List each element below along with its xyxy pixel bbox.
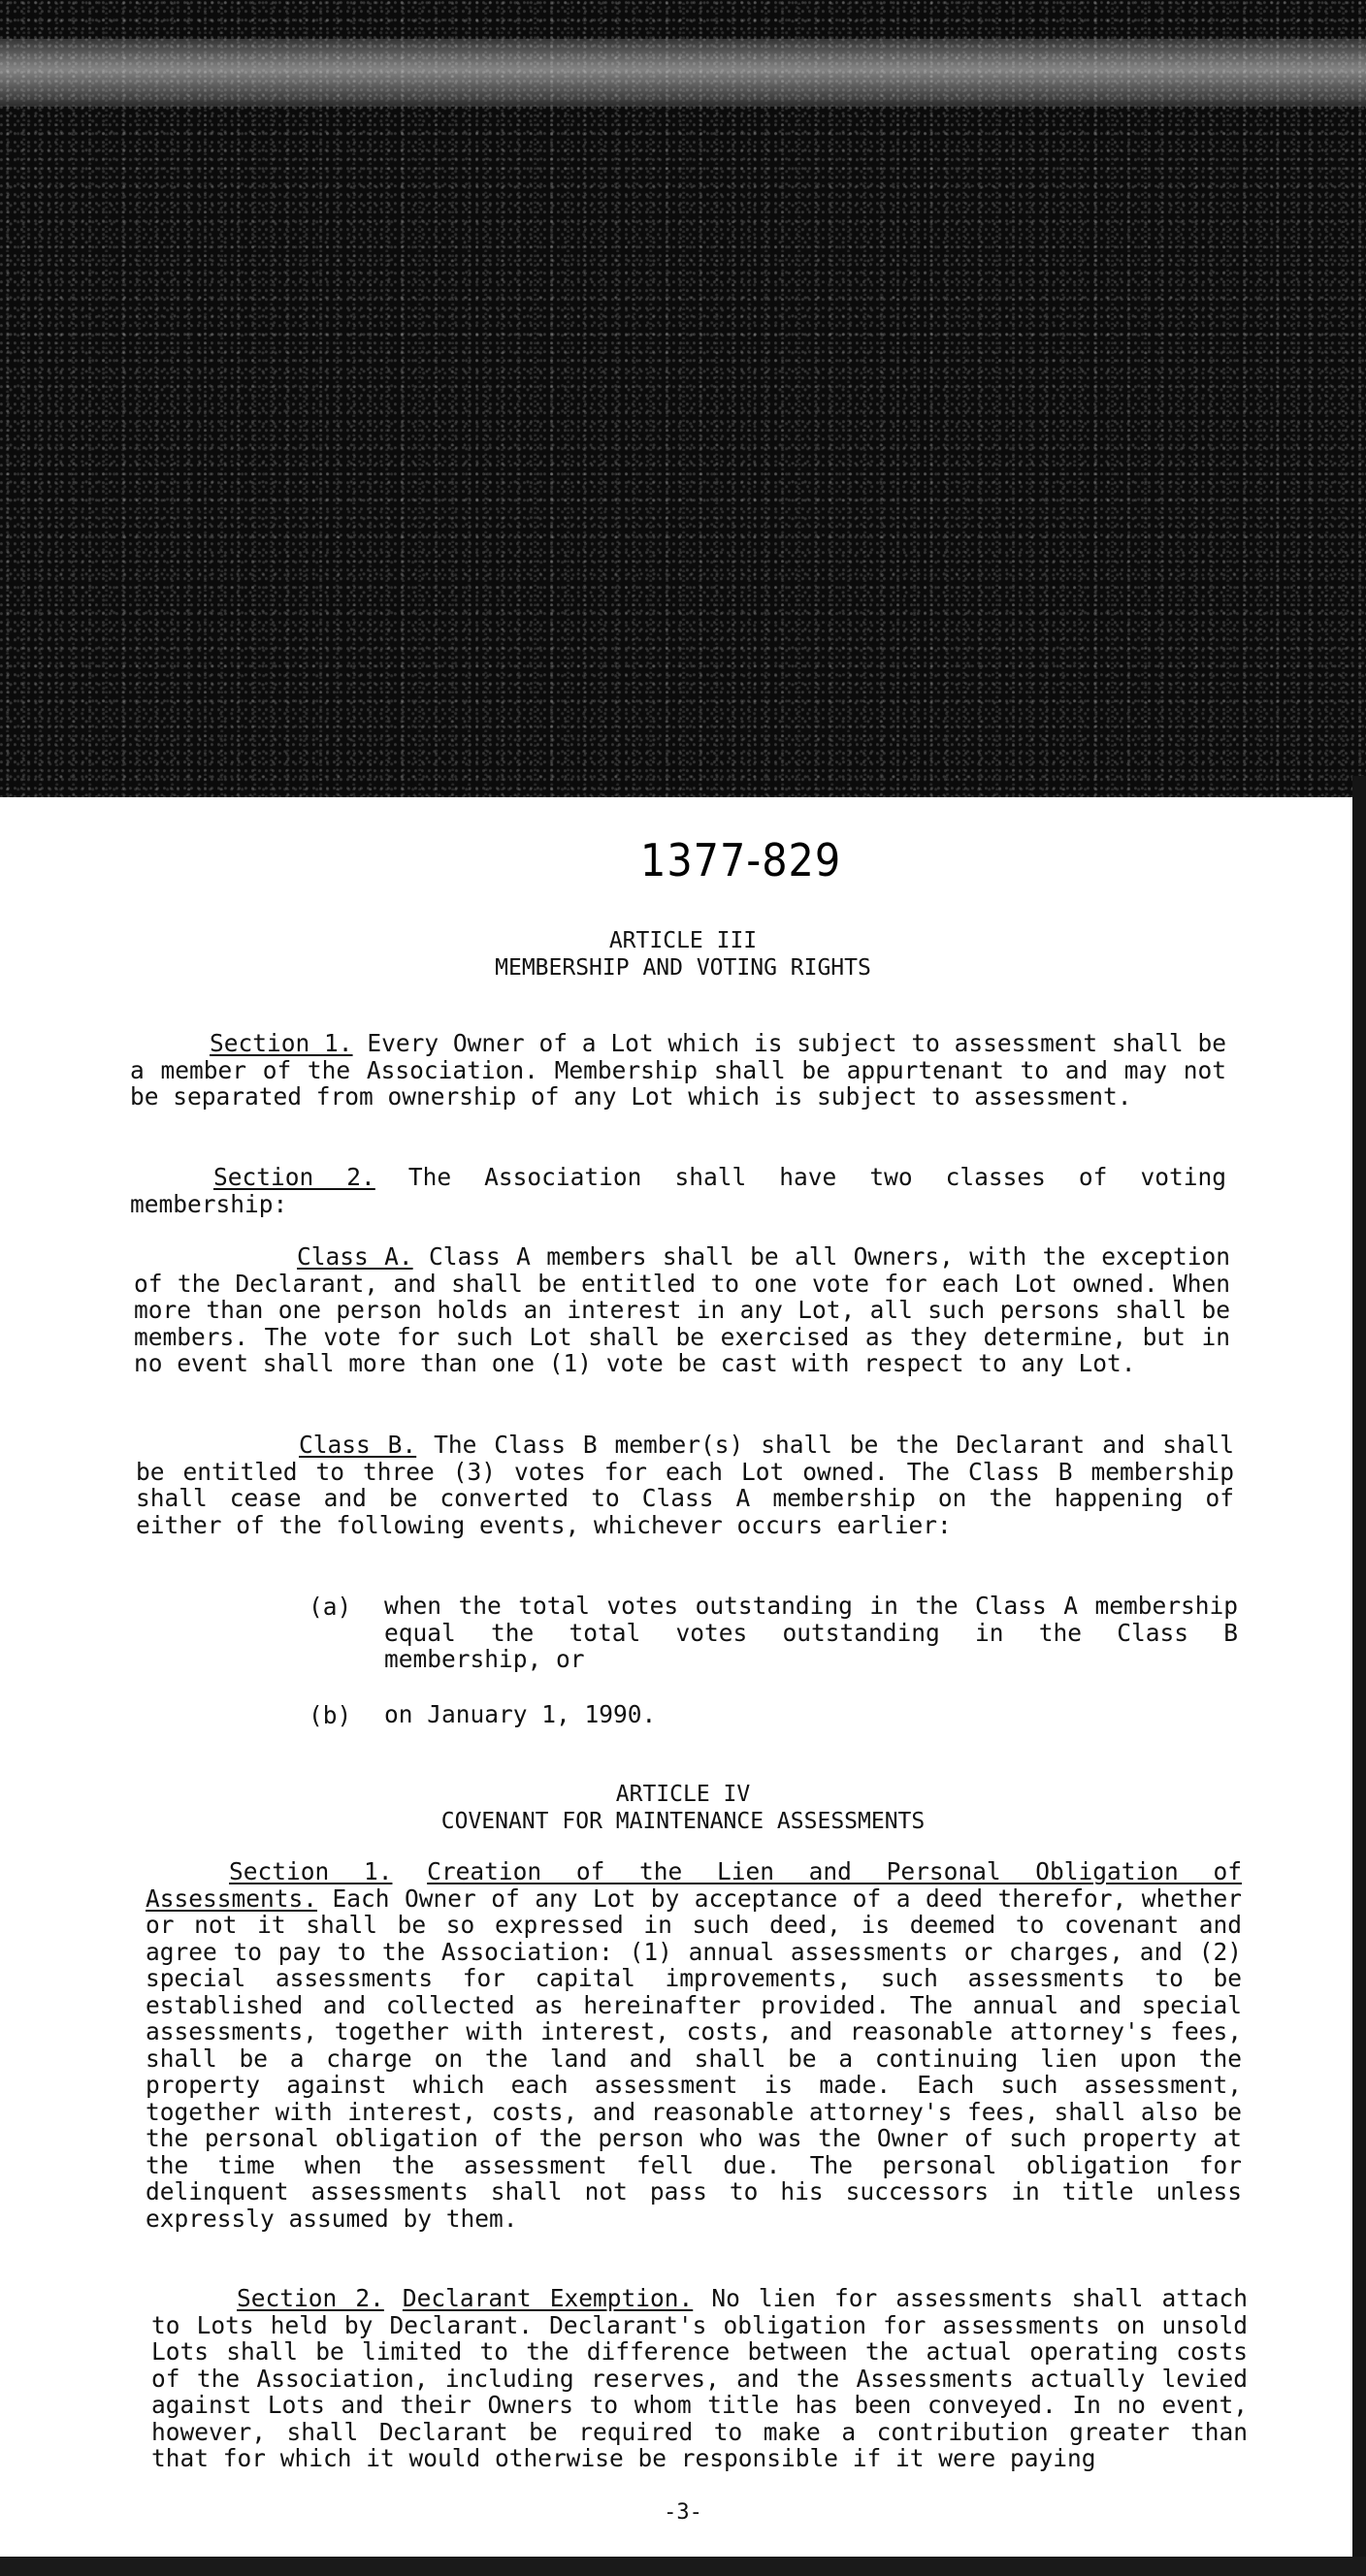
article-iv-section-2: [151, 2285, 1248, 2472]
article-iii-section-1: [130, 1030, 1226, 1111]
article-iii-title: ARTICLE III: [608, 928, 758, 953]
article-iii-section-2: [130, 1164, 1226, 1217]
section-text: The Association shall have two classes of voting membership:: [130, 1163, 1226, 1218]
article-iv-title: ARTICLE IV: [615, 1782, 751, 1807]
list-item-label-b: (b): [309, 1701, 352, 1729]
list-item-label-a: (a): [309, 1593, 352, 1621]
scan-edge-right: [1352, 776, 1366, 2576]
scan-edge-bottom: [0, 2557, 1366, 2576]
section-label: Section 2.: [237, 2284, 384, 2312]
scan-artifact-band: [0, 39, 1366, 107]
document-stamp-number: 1377-829: [640, 834, 842, 886]
article-iv-section-1: [146, 1858, 1242, 2232]
class-a-label: Class A.: [297, 1242, 413, 1271]
list-item-text-a: when the total votes outstanding in the Class A membership equal the total votes outstanding in the Class B membership, or: [384, 1592, 1238, 1673]
section-heading: Declarant Exemption.: [402, 2284, 694, 2312]
class-b-paragraph: [136, 1432, 1234, 1538]
section-heading: Creation of the Lien and Personal Obligation of Assessments.: [146, 1857, 1242, 1913]
page-number: -3-: [664, 2500, 702, 2525]
section-label: Section 1.: [210, 1029, 353, 1057]
article-iv-subtitle: COVENANT FOR MAINTENANCE ASSESSMENTS: [440, 1809, 926, 1834]
class-a-paragraph: [134, 1243, 1230, 1377]
article-iii-subtitle: MEMBERSHIP AND VOTING RIGHTS: [495, 955, 871, 981]
class-a-text: Class A members shall be all Owners, with the exception of the Declarant, and shall be entitled to one vote for each Lot owned. When more than one person holds an interest in any Lot, all such persons shall be members. The vote for such Lot shall be exercised as they determine, but in no event shall more than one (1) vote be cast with respect to any Lot.: [134, 1242, 1230, 1377]
scanned-dark-header: [0, 0, 1366, 797]
section-text: No lien for assessments shall attach to Lots held by Declarant. Declarant's obligation for assessments on unsold Lots shall be limited to the difference between the actual operating costs of the Association, including reserves, and the Assessments actually levied against Lots and their Owners to whom title has been conveyed. In no event, however, shall Declarant be required to make a contribution greater than that for which it would otherwise be responsible if it were paying: [151, 2284, 1248, 2472]
class-b-text: The Class B member(s) shall be the Declarant and shall be entitled to three (3) votes for each Lot owned. The Class B membership shall cease and be converted to Class A membership on the happening of either of the following events, whichever occurs earlier:: [136, 1431, 1234, 1539]
list-item-text-b: on January 1, 1990.: [384, 1700, 657, 1728]
class-b-label: Class B.: [299, 1431, 417, 1459]
section-label: Section 1.: [229, 1857, 393, 1885]
section-text: Each Owner of any Lot by acceptance of a deed therefor, whether or not it shall be so expressed in such deed, is deemed to covenant and agree to pay to the Association: (1) annual assessments or charges, and (2) special assessments for capital improvements, such assessments to be established and collected as hereinafter provided. The annual and special assessments, together with interest, costs, and reasonable attorney's fees, shall be a charge on the land and shall be a continuing lien upon the property against which each assessment is made. Each such assessment, together with interest, costs, and reasonable attorney's fees, shall also be the personal obligation of the person who was the Owner of such property at the time when the assessment fell due. The personal obligation for delinquent assessments shall not pass to his successors in title unless expressly assumed by them.: [146, 1884, 1242, 2233]
section-text: Every Owner of a Lot which is subject to assessment shall be a member of the Association. Membership shall be appurtenant to and may not be separated from ownership of any Lot which is subject to assessment.: [130, 1029, 1226, 1111]
section-label: Section 2.: [213, 1163, 375, 1191]
